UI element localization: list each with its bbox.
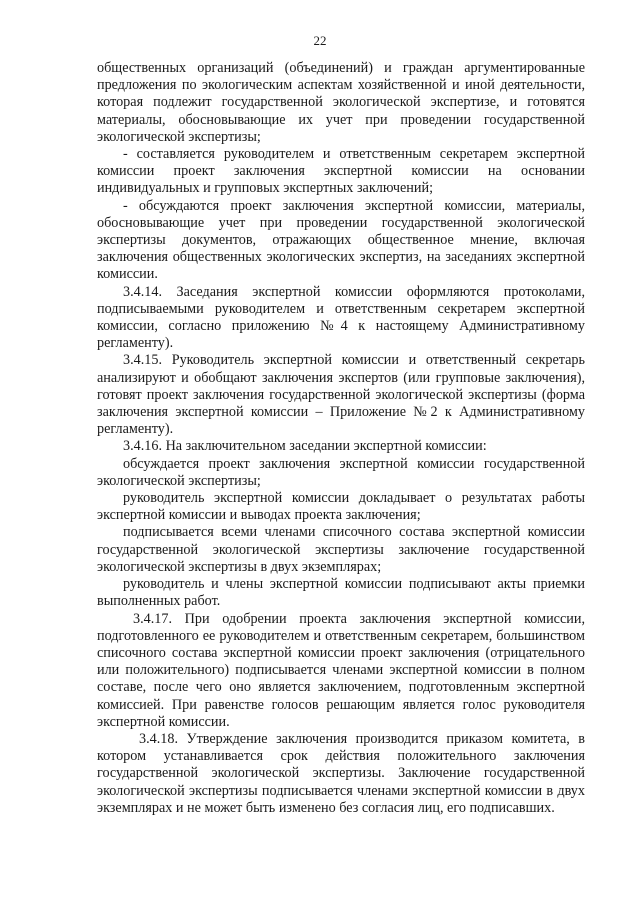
paragraph-public-proposals: общественных организаций (объединений) и граждан аргументированные предложения по экологическим аспектам хозяйственной и иной деятельности, которая подлежит государственной экологической экспертизе, и готовятся материалы, обосновывающие их учет при проведении государственной экологической экспертизы; [97,60,585,145]
page-number: 22 [313,33,327,48]
paragraph-3-4-16-signing: подписывается всеми членами списочного состава экспертной комиссии государственной экологической экспертизы заключение государственной экологической экспертизы в двух экземплярах; [97,524,585,575]
paragraph-3-4-17: 3.4.17. При одобрении проекта заключения экспертной комиссии, подготовленного ее руководителем и ответственным секретарем, большинством списочного состава экспертной комиссии проект заключения (отрицательного или положительного) подписывается членами экспертной комиссии в полном составе, после чего оно является заключением, подготовленным экспертной комиссией. При равенстве голосов решающим является голос руководителя экспертной комиссии. [97,610,585,730]
paragraph-3-4-16-discussion: обсуждается проект заключения экспертной комиссии государственной экологической экспертизы; [97,455,585,489]
paragraph-draft-compiled: - составляется руководителем и ответственным секретарем экспертной комиссии проект заключения экспертной комиссии на основании индивидуальных и групповых экспертных заключений; [97,146,585,197]
paragraph-draft-discussed: - обсуждаются проект заключения экспертной комиссии, материалы, обосновывающие учет при проведении государственной экологической экспертизы документов, отражающих общественное мнение, включая заключения общественных экологических экспертиз, на заседаниях экспертной комиссии. [97,197,585,283]
paragraph-3-4-18: 3.4.18. Утверждение заключения производится приказом комитета, в котором устанавливается срок действия положительного заключения государственной экологической экспертизы. Заключение государственной экологической экспертизы подписывается членами экспертной комиссии в двух экземплярах и не может быть изменено без согласия лиц, его подписавших. [97,730,585,816]
paragraph-3-4-15: 3.4.15. Руководитель экспертной комиссии и ответственный секретарь анализируют и обобщают заключения экспертов (или групповые заключения), готовят проект заключения государственной экологической экспертизы (форма заключения экспертной комиссии – Приложение №2 к Административному регламенту). [97,352,585,438]
document-body [97,60,585,817]
paragraph-3-4-16-report: руководитель экспертной комиссии докладывает о результатах работы экспертной комиссии и выводах проекта заключения; [97,490,585,524]
paragraph-3-4-16-acts: руководитель и члены экспертной комиссии подписывают акты приемки выполненных работ. [97,576,585,610]
paragraph-3-4-14: 3.4.14. Заседания экспертной комиссии оформляются протоколами, подписываемыми руководителем и ответственным секретарем экспертной комиссии, согласно приложению №4 к настоящему Административному регламенту). [97,283,585,352]
paragraph-3-4-16: 3.4.16. На заключительном заседании экспертной комиссии: [123,438,487,455]
